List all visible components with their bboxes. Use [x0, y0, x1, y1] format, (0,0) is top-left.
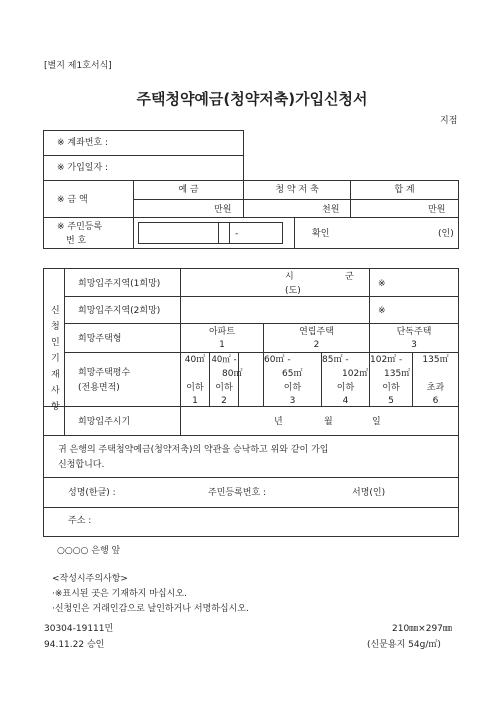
- total-header: 합 계: [394, 185, 415, 195]
- rrn-second-field[interactable]: [218, 222, 283, 244]
- area3-from: 60㎡ -: [264, 355, 291, 365]
- area1-from: 40㎡: [184, 355, 206, 365]
- area3-cond: 이하: [283, 383, 302, 393]
- page-title: 주택청약예금(청약저축)가입신청서: [136, 90, 368, 108]
- agreement-statement-2: 신청합니다.: [58, 460, 105, 470]
- region1-field[interactable]: [181, 269, 368, 295]
- area3-num[interactable]: 3: [289, 396, 296, 406]
- seal-mark: (인): [438, 229, 454, 239]
- approval-date: 94.11.22 승인: [44, 640, 105, 650]
- area5-to: 135㎡: [384, 369, 411, 379]
- area4-cond: 이하: [336, 383, 355, 393]
- rrn-label-2: 번 호: [66, 236, 87, 246]
- do-label: (도): [285, 286, 301, 296]
- si-label: 시: [285, 272, 294, 282]
- branch-label: 지점: [440, 116, 458, 126]
- area1-cond: 이하: [186, 383, 204, 393]
- total-unit: 만원: [428, 205, 446, 215]
- type-apartment-num: 1: [219, 340, 225, 350]
- area-label-1: 희망주택평수: [78, 368, 131, 378]
- region1-label: 희망입주지역(1희망): [78, 279, 161, 289]
- applicant-rrn-label: 주민등록번호 :: [208, 488, 267, 498]
- region2-field[interactable]: [181, 297, 368, 322]
- region2-label: 희망입주지역(2희망): [78, 306, 161, 316]
- address-field[interactable]: [44, 508, 458, 536]
- paper-size: 210㎜×297㎜: [392, 624, 452, 634]
- area2-cond: 이하: [215, 383, 233, 393]
- paper-type: (신문용지 54g/㎡): [367, 640, 441, 650]
- rrn-dash: -: [235, 229, 239, 239]
- note-1: ·※표시된 곳은 기재하지 마십시오.: [52, 589, 187, 599]
- gun-label: 군: [345, 272, 354, 282]
- deposit-header: 예 금: [178, 185, 199, 195]
- agreement-statement-1: 귀 은행의 주택청약예금(청약저축)의 약관을 승낙하고 위와 같이 가입: [58, 445, 329, 455]
- house-type-label: 희망주택형: [78, 334, 122, 344]
- confirm-label: 확인: [312, 229, 330, 239]
- applicant-name-row[interactable]: [44, 478, 458, 506]
- type-rowhouse-num: 2: [313, 340, 320, 350]
- area6-num[interactable]: 6: [432, 396, 439, 406]
- area5-from: 102㎡ -: [370, 355, 403, 365]
- area4-to: 102㎡: [342, 369, 369, 379]
- area5-cond: 이하: [382, 383, 400, 393]
- savings-header: 청 약 저 축: [275, 185, 319, 195]
- move-time-field[interactable]: [181, 407, 458, 435]
- area2-num[interactable]: 2: [221, 396, 227, 406]
- amount-label: ※ 금 액: [57, 195, 88, 205]
- area2-from: 40㎡ -: [211, 355, 237, 365]
- move-time-label: 희망입주시기: [78, 417, 131, 427]
- type-detached[interactable]: 단독주택: [396, 327, 432, 337]
- month-label: 월: [324, 417, 333, 427]
- notes-title: <작성시주의사항>: [52, 574, 128, 584]
- join-date-label: ※ 가입일자 :: [57, 163, 109, 173]
- area1-num[interactable]: 1: [192, 396, 198, 406]
- account-number-field[interactable]: [134, 132, 242, 154]
- deposit-unit: 만원: [214, 205, 232, 215]
- year-label: 년: [274, 417, 283, 427]
- rrn-label-1: ※ 주민등록: [57, 222, 103, 232]
- bank-addressee: ○○○○ 은행 앞: [57, 546, 121, 556]
- note-2: ·신청인은 거래인감으로 날인하거나 서명하십시오.: [52, 604, 249, 614]
- area2-to: 80㎡: [222, 369, 243, 379]
- type-apartment[interactable]: 아파트: [208, 327, 236, 337]
- address-label: 주소 :: [68, 516, 92, 526]
- form-code: 30304-19111민: [44, 624, 114, 634]
- area3-to: 65㎡: [282, 369, 303, 379]
- area4-from: 85㎡ -: [322, 355, 349, 365]
- day-label: 일: [372, 417, 381, 427]
- area6-cond: 초과: [426, 383, 445, 393]
- area5-num[interactable]: 5: [388, 396, 394, 406]
- applicant-side-label: 신청인기재사항: [51, 306, 60, 412]
- type-rowhouse[interactable]: 연립주택: [299, 327, 334, 337]
- region2-mark: ※: [378, 306, 386, 316]
- rrn-first-field[interactable]: [138, 222, 230, 244]
- area-label-2: (전용면적): [78, 383, 120, 393]
- applicant-name-label: 성명(한글) :: [68, 488, 116, 498]
- type-detached-num: 3: [411, 340, 417, 350]
- join-date-field[interactable]: [134, 157, 242, 179]
- account-number-label: ※ 계좌번호 :: [57, 138, 109, 148]
- savings-unit: 천원: [322, 205, 340, 215]
- area6-from: 135㎡: [422, 355, 449, 365]
- area4-num[interactable]: 4: [342, 396, 349, 406]
- signature-label: 서명(인): [352, 488, 386, 498]
- form-number: [별지 제1호서식]: [44, 61, 112, 71]
- region1-mark: ※: [378, 279, 386, 289]
